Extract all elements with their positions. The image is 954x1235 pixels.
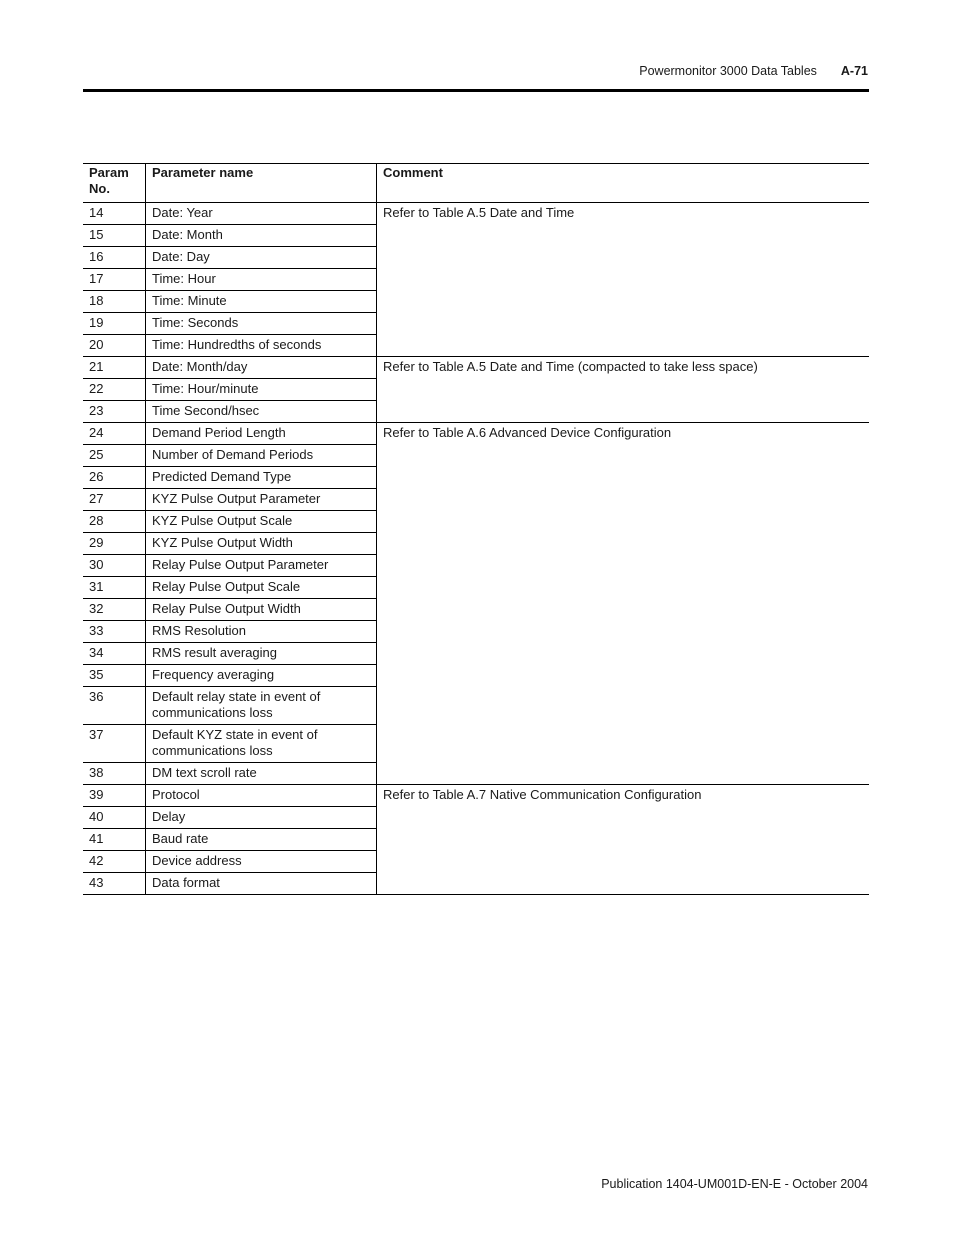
- comment-cell: Refer to Table A.5 Date and Time (compacted to take less space): [377, 357, 870, 423]
- parameter-name: Date: Month: [146, 225, 377, 247]
- parameter-name: Date: Month/day: [146, 357, 377, 379]
- parameter-name: Default KYZ state in event of communications loss: [146, 725, 377, 763]
- column-header-parameter-name: Parameter name: [146, 164, 377, 203]
- table-row: [83, 357, 869, 379]
- table-header-row: [83, 164, 869, 203]
- param-number: 26: [83, 467, 146, 489]
- parameter-name: Baud rate: [146, 829, 377, 851]
- param-number: 38: [83, 763, 146, 785]
- parameter-name: Relay Pulse Output Parameter: [146, 555, 377, 577]
- param-number: 27: [83, 489, 146, 511]
- param-number: 21: [83, 357, 146, 379]
- param-number: 30: [83, 555, 146, 577]
- param-number: 32: [83, 599, 146, 621]
- parameter-name: Number of Demand Periods: [146, 445, 377, 467]
- param-number: 31: [83, 577, 146, 599]
- parameter-name: Time: Hundredths of seconds: [146, 335, 377, 357]
- parameter-name: Time: Hour/minute: [146, 379, 377, 401]
- param-number: 43: [83, 873, 146, 895]
- param-number: 41: [83, 829, 146, 851]
- parameter-name: Frequency averaging: [146, 665, 377, 687]
- param-number: 39: [83, 785, 146, 807]
- param-number: 36: [83, 687, 146, 725]
- parameter-table: [83, 163, 869, 895]
- param-number: 29: [83, 533, 146, 555]
- param-number: 35: [83, 665, 146, 687]
- parameter-name: Time: Minute: [146, 291, 377, 313]
- page-header: [639, 64, 868, 78]
- parameter-name: Demand Period Length: [146, 423, 377, 445]
- param-number: 37: [83, 725, 146, 763]
- parameter-name: RMS Resolution: [146, 621, 377, 643]
- param-number: 18: [83, 291, 146, 313]
- publication-footer: Publication 1404-UM001D-EN-E - October 2004: [601, 1177, 868, 1191]
- comment-cell: Refer to Table A.7 Native Communication Configuration: [377, 785, 870, 895]
- parameter-name: Data format: [146, 873, 377, 895]
- parameter-name: Delay: [146, 807, 377, 829]
- param-number: 23: [83, 401, 146, 423]
- table-body: [83, 203, 869, 895]
- param-number: 33: [83, 621, 146, 643]
- param-number: 25: [83, 445, 146, 467]
- parameter-name: Default relay state in event of communications loss: [146, 687, 377, 725]
- parameter-name: Time: Hour: [146, 269, 377, 291]
- param-number: 19: [83, 313, 146, 335]
- parameter-name: Date: Year: [146, 203, 377, 225]
- comment-cell: Refer to Table A.5 Date and Time: [377, 203, 870, 357]
- parameter-name: Relay Pulse Output Width: [146, 599, 377, 621]
- param-number: 22: [83, 379, 146, 401]
- table-row: [83, 785, 869, 807]
- param-number: 42: [83, 851, 146, 873]
- parameter-name: KYZ Pulse Output Width: [146, 533, 377, 555]
- page-number: A-71: [840, 64, 868, 78]
- parameter-name: Time: Seconds: [146, 313, 377, 335]
- parameter-name: DM text scroll rate: [146, 763, 377, 785]
- comment-cell: Refer to Table A.6 Advanced Device Configuration: [377, 423, 870, 785]
- parameter-name: Time Second/hsec: [146, 401, 377, 423]
- parameter-name: Protocol: [146, 785, 377, 807]
- param-number: 34: [83, 643, 146, 665]
- param-number: 17: [83, 269, 146, 291]
- param-number: 20: [83, 335, 146, 357]
- parameter-name: Device address: [146, 851, 377, 873]
- parameter-name: Relay Pulse Output Scale: [146, 577, 377, 599]
- parameter-name: RMS result averaging: [146, 643, 377, 665]
- param-number: 40: [83, 807, 146, 829]
- table-row: [83, 203, 869, 225]
- table-row: [83, 423, 869, 445]
- header-rule: [83, 89, 869, 92]
- parameter-name: Date: Day: [146, 247, 377, 269]
- column-header-param-no: Param No.: [83, 164, 146, 203]
- param-number: 15: [83, 225, 146, 247]
- parameter-name: KYZ Pulse Output Scale: [146, 511, 377, 533]
- header-title: Powermonitor 3000 Data Tables: [639, 64, 817, 78]
- param-number: 14: [83, 203, 146, 225]
- param-number: 16: [83, 247, 146, 269]
- parameter-name: Predicted Demand Type: [146, 467, 377, 489]
- column-header-comment: Comment: [377, 164, 870, 203]
- param-number: 28: [83, 511, 146, 533]
- parameter-name: KYZ Pulse Output Parameter: [146, 489, 377, 511]
- param-number: 24: [83, 423, 146, 445]
